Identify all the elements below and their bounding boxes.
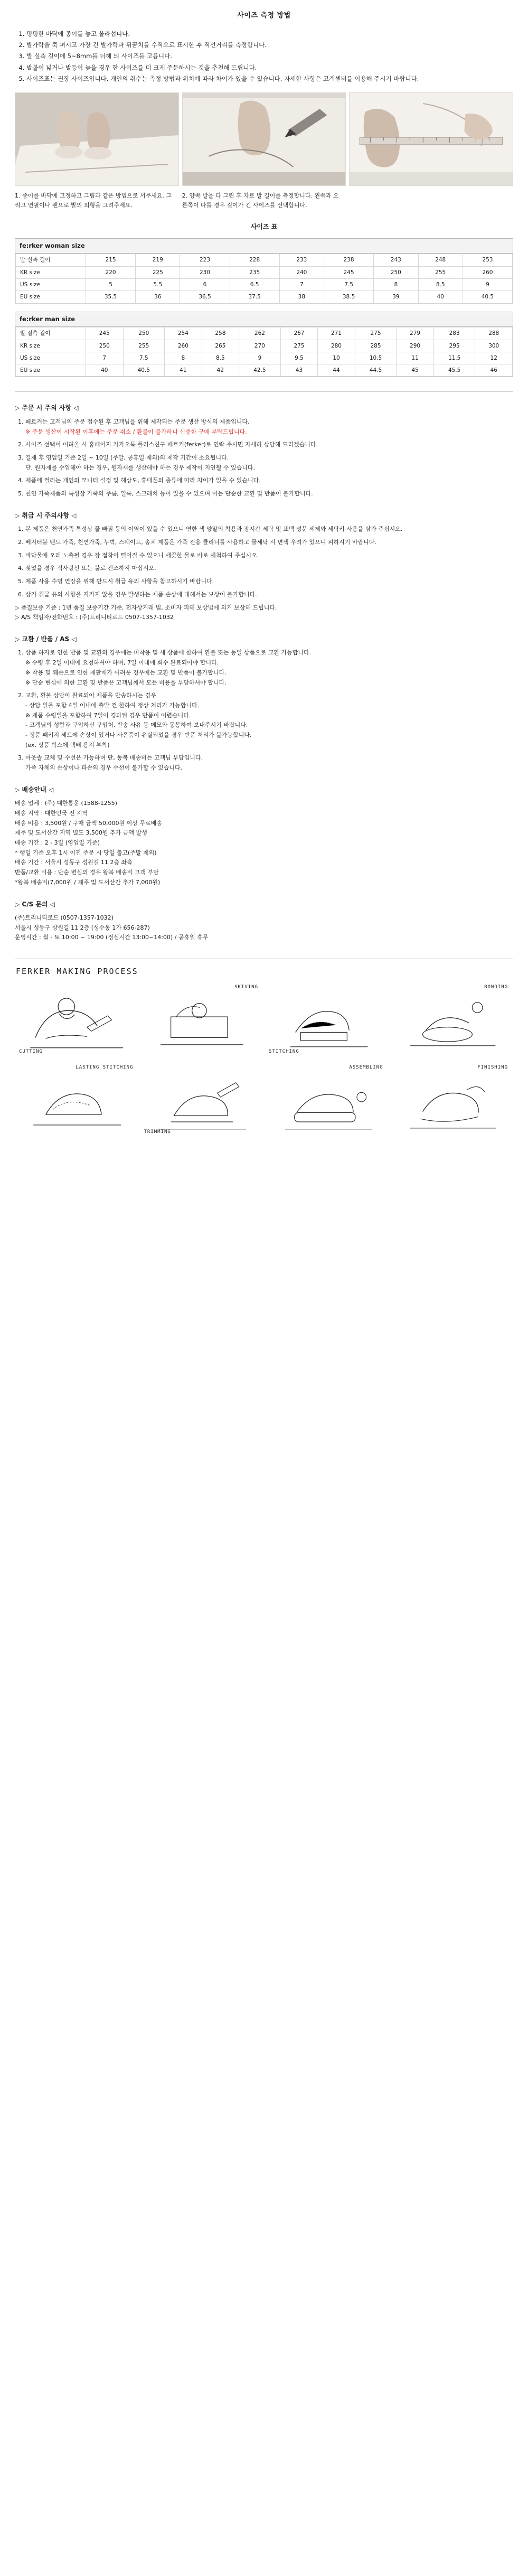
list-item: 3. 발 실측 길이에 5~8mm를 더해 듸 사이즈를 고릅니다. bbox=[26, 51, 513, 61]
table-cell: 240 bbox=[279, 266, 324, 278]
table-cell: 228 bbox=[230, 254, 279, 266]
text-line: * 행일 기준 오후 1시 이전 주문 시 당일 출고(주말 제외) bbox=[15, 849, 157, 856]
table-cell: 40 bbox=[86, 364, 124, 377]
table-cell: 35.5 bbox=[86, 291, 136, 303]
table-cell: 10.5 bbox=[355, 352, 397, 364]
row-label: KR size bbox=[16, 266, 86, 278]
table-cell: 11 bbox=[397, 352, 434, 364]
care-notice-body bbox=[15, 524, 513, 623]
shipping-body bbox=[15, 799, 513, 887]
table-cell: 46 bbox=[475, 364, 513, 377]
table-cell: 38 bbox=[279, 291, 324, 303]
photo-measuring-ruler bbox=[349, 92, 513, 186]
table-cell: 36 bbox=[136, 291, 180, 303]
table-cell: 267 bbox=[280, 327, 318, 340]
measure-steps-list bbox=[15, 29, 513, 84]
list-item: 4. 발볼이 넓거나 발등이 높을 경우 한 사이즈를 더 크게 주문하시는 것을 추천해 드립니다. bbox=[26, 62, 513, 73]
photo-caption-2: 2. 양쪽 발을 다 그린 후 자로 발 길이를 측정합니다. 왼쪽과 오른쪽이 다를 경우 길이가 긴 사이즈를 선택합니다. bbox=[182, 192, 339, 209]
table-cell: 279 bbox=[397, 327, 434, 340]
table-cell: 250 bbox=[86, 340, 124, 352]
text-line: 배송 비용 : 3,500원 / 구매 금액 50,000원 이상 무료배송 bbox=[15, 819, 162, 827]
table-cell: 8.5 bbox=[418, 278, 463, 291]
process-grid bbox=[15, 980, 513, 1139]
table-cell: 258 bbox=[202, 327, 239, 340]
table-cell: 235 bbox=[230, 266, 279, 278]
row-label: KR size bbox=[16, 340, 86, 352]
table-row bbox=[16, 352, 513, 364]
table-cell: 271 bbox=[318, 327, 355, 340]
table-cell: 5.5 bbox=[136, 278, 180, 291]
finishing-illustration bbox=[390, 1060, 514, 1139]
table-cell: 8.5 bbox=[202, 352, 239, 364]
list-item: 3. 아웃솔 교체 및 수선은 가능하며 단, 동복 배송비는 고객님 부담입니다. 가죽 자체의 손상이나 파손의 경우 수선이 불가할 수 있습니다. bbox=[25, 753, 513, 773]
list-item: 2. 베지터블 탠드 가죽, 천연가죽, 누벅, 스웨이드, 송치 제품은 가죽 전용 클리너를 사용하고 물세탁 시 변색 우려가 있으니 피하시기 바랍니다. bbox=[25, 538, 513, 548]
process-label-3: BONDING bbox=[484, 985, 508, 990]
text-line: 배송 기간 : 2 - 3일 (영업일 기준) bbox=[15, 839, 100, 847]
table-cell: 265 bbox=[202, 340, 239, 352]
table-cell: 290 bbox=[397, 340, 434, 352]
row-label: US size bbox=[16, 352, 86, 364]
row-label: EU size bbox=[16, 291, 86, 303]
list-item: 1. 평평한 바닥에 종이를 놓고 올라섭니다. bbox=[26, 29, 513, 39]
table-row bbox=[16, 364, 513, 377]
process-label-2: STITCHING bbox=[269, 1049, 299, 1055]
table-cell: 230 bbox=[180, 266, 230, 278]
table-cell: 285 bbox=[355, 340, 397, 352]
table-cell: 38.5 bbox=[324, 291, 374, 303]
care-notice-heading: ▷ 취급 시 주의사항 ◁ bbox=[15, 511, 77, 519]
page-title: 사이즈 측정 방법 bbox=[237, 12, 291, 20]
text-line: (주)트리니티로드 (0507-1357-1032) bbox=[15, 914, 114, 922]
table-cell: 255 bbox=[123, 340, 165, 352]
table-cell: 8 bbox=[374, 278, 418, 291]
text-line: 반품/교환 비용 : 단순 변심의 경우 왕복 배송비 고객 부담 bbox=[15, 869, 159, 876]
table-cell: 40.5 bbox=[463, 291, 512, 303]
table-cell: 6.5 bbox=[230, 278, 279, 291]
table-cell: 280 bbox=[318, 340, 355, 352]
list-item: 2. 발가락을 쭉 펴시고 가장 긴 발가락과 뒤꿈치를 수직으로 표시한 후 직선거리를 측정합니다. bbox=[26, 40, 513, 50]
table-cell: 245 bbox=[324, 266, 374, 278]
size-table-woman bbox=[15, 238, 513, 304]
list-item: 3. 결제 후 영업일 기준 2일 ~ 10일 (주말, 공휴일 제외)의 제작 기간이 소요됩니다. 단, 원자재를 수입해야 하는 경우, 원자재를 생산해야 하는 경우 제작이 지연될 수 있습니다. bbox=[25, 453, 513, 473]
list-item: 4. 제품에 컬러는 개인의 모니터 설정 및 해상도, 휴대폰의 종류에 따라 차이가 있을 수 있습니다. bbox=[25, 476, 513, 486]
table-cell: 238 bbox=[324, 254, 374, 266]
list-item: 3. 바닥물에 오래 노출될 경우 장 접착이 떨어질 수 있으니 깨끗한 물로 바로 세척하여 주십시오. bbox=[25, 551, 513, 561]
process-cell-skiving bbox=[140, 980, 264, 1059]
table-cell: 8 bbox=[165, 352, 202, 364]
row-label: 발 실측 길이 bbox=[16, 254, 86, 266]
order-notice-body bbox=[15, 417, 513, 499]
table-row bbox=[16, 278, 513, 291]
table-cell: 9 bbox=[239, 352, 281, 364]
tracing-illustration bbox=[183, 93, 346, 185]
table-cell: 275 bbox=[355, 327, 397, 340]
process-label-5: TRIMMING bbox=[144, 1129, 171, 1135]
text-line: 서울시 성동구 상원길 11 2층 (성수동 1가 656-287) bbox=[15, 924, 150, 931]
process-cell-stitching bbox=[265, 980, 389, 1059]
table-cell: 5 bbox=[86, 278, 136, 291]
text-line: 배송 기간 : 서울시 성동구 성원길 11 2층 좌측 bbox=[15, 859, 133, 866]
process-label-7: FINISHING bbox=[477, 1065, 508, 1071]
photo-caption-1: 1. 종이를 바닥에 고정하고 그림과 같은 방법으로 서주세요. 그리고 연필이나 펜으로 발의 외형을 그려주세요. bbox=[15, 192, 172, 209]
table-cell: 37.5 bbox=[230, 291, 279, 303]
exchange-heading: ▷ 교환 / 반품 / AS ◁ bbox=[15, 635, 77, 643]
table-cell: 250 bbox=[123, 327, 165, 340]
table-cell: 39 bbox=[374, 291, 418, 303]
table-cell: 270 bbox=[239, 340, 281, 352]
list-item: 2. 사이즈 선택이 어려울 시 홈페이지 카카오톡 플러스친구 페르커(ferker)로 연락 주시면 자세히 상담해 드리겠습니다. bbox=[25, 440, 513, 450]
process-cell-lasting-stitching bbox=[15, 1060, 139, 1139]
table-cell: 10 bbox=[318, 352, 355, 364]
trimming-illustration bbox=[140, 1060, 264, 1139]
text-line: 배송 지역 : 대한민국 전 지역 bbox=[15, 810, 88, 817]
table-cell: 9 bbox=[463, 278, 512, 291]
list-item: 1. 상품 하자로 인한 반품 및 교환의 경우에는 미착용 및 세 상품에 한하여 환불 또는 동일 상품으로 교환 가능합니다. ※ 수령 후 2일 이내에 요청하셔야 하며, 7일 이내에 회수 완료되어야 합니다. ※ 착용 및 훼손으로 인한 재판매가 어려운 경우에는 교환 및 반품이 불가합니다. ※ 단순 변심에 의한 교환 및 반품은 고객님께서 모든 비용을 부담하셔야 합니다. bbox=[25, 648, 513, 688]
table-row bbox=[16, 340, 513, 352]
photo-feet-on-paper bbox=[15, 92, 179, 186]
table-cell: 243 bbox=[374, 254, 418, 266]
photo-caption-3 bbox=[349, 191, 513, 210]
table-cell: 44 bbox=[318, 364, 355, 377]
table-cell: 45.5 bbox=[433, 364, 475, 377]
care-notice-footer bbox=[15, 603, 513, 623]
text-line: 제주 및 도서산간 지역 별도 3,500원 추가 금액 발생 bbox=[15, 829, 147, 837]
table-cell: 9.5 bbox=[280, 352, 318, 364]
table-cell: 255 bbox=[418, 266, 463, 278]
stitching-illustration bbox=[265, 980, 389, 1059]
table-cell: 12 bbox=[475, 352, 513, 364]
table-cell: 223 bbox=[180, 254, 230, 266]
table-row bbox=[16, 266, 513, 278]
list-item: 5. 천연 가죽제품의 특성상 가죽의 주름, 얼룩, 스크래치 등이 있을 수 있으며 이는 단순한 교환 및 반품이 불가합니다. bbox=[25, 489, 513, 499]
photo-captions bbox=[15, 191, 513, 210]
process-cell-trimming bbox=[140, 1060, 264, 1139]
cs-body bbox=[15, 913, 513, 943]
text-line: ▷ A/S 책임자/전화번호 : (주)트리니티로드 0507-1357-1032 bbox=[15, 614, 174, 621]
process-label-4: LASTING STITCHING bbox=[76, 1065, 134, 1071]
table-cell: 7.5 bbox=[324, 278, 374, 291]
cs-heading: ▷ C/S 문의 ◁ bbox=[15, 900, 55, 908]
size-table-man-name: fe:rker man size bbox=[15, 312, 513, 327]
list-item: 6. 상기 취급 유의 사항을 지키지 않을 경우 발생하는 제품 손상에 대해서는 보상이 불가합니다. bbox=[25, 590, 513, 600]
table-cell: 225 bbox=[136, 266, 180, 278]
table-cell: 40 bbox=[418, 291, 463, 303]
size-table-woman-grid bbox=[15, 254, 513, 303]
order-notice-heading: ▷ 주문 시 주의 사항 ◁ bbox=[15, 404, 79, 412]
ruler-illustration bbox=[350, 93, 513, 185]
process-cell-finishing bbox=[390, 1060, 514, 1139]
table-cell: 44.5 bbox=[355, 364, 397, 377]
table-cell: 6 bbox=[180, 278, 230, 291]
text-line: ▷ 품질보증 기준 : 1년 품질 보증기간 기준, 전자상거래 법, 소비자 피해 보상법에 의거 보상해 드립니다. bbox=[15, 604, 277, 611]
table-row bbox=[16, 254, 513, 266]
table-cell: 245 bbox=[86, 327, 124, 340]
process-label-6: ASSEMBLING bbox=[349, 1065, 383, 1071]
table-cell: 260 bbox=[463, 266, 512, 278]
table-cell: 45 bbox=[397, 364, 434, 377]
lasting-stitching-illustration bbox=[15, 1060, 139, 1139]
list-item: 1. 페르커는 고객님의 주문 접수된 후 고객님을 위해 제작되는 주문 생산 방식의 제품입니다. ※ 주문 생산이 시작된 이후에는 주문 취소 / 환불이 불가하니 신중한 구매 부탁드립니다. bbox=[25, 417, 513, 437]
table-cell: 40.5 bbox=[123, 364, 165, 377]
list-item: 5. 사이즈표는 권장 사이즈입니다. 개인의 취수는 측정 방법과 위치에 따라 차이가 있을 수 있습니다. 자세한 사항은 고객센터를 이용해 주시기 바랍니다. bbox=[26, 73, 513, 84]
size-table-man-grid bbox=[15, 327, 513, 377]
exchange-body bbox=[15, 648, 513, 773]
row-label: EU size bbox=[16, 364, 86, 377]
table-row bbox=[16, 327, 513, 340]
table-row bbox=[16, 291, 513, 303]
list-item: 4. 젖었을 경우 직사광선 또는 불로 건조하지 마십시오. bbox=[25, 564, 513, 574]
table-cell: 11.5 bbox=[433, 352, 475, 364]
table-cell: 260 bbox=[165, 340, 202, 352]
table-cell: 42.5 bbox=[239, 364, 281, 377]
table-cell: 219 bbox=[136, 254, 180, 266]
process-title: FERKER MAKING PROCESS bbox=[16, 967, 138, 977]
table-cell: 288 bbox=[475, 327, 513, 340]
cutting-illustration bbox=[15, 980, 139, 1059]
table-cell: 248 bbox=[418, 254, 463, 266]
table-cell: 7 bbox=[279, 278, 324, 291]
process-label-0: CUTTING bbox=[19, 1049, 43, 1055]
table-cell: 250 bbox=[374, 266, 418, 278]
size-table-woman-name: fe:rker woman size bbox=[15, 239, 513, 254]
measure-photo-row bbox=[15, 92, 513, 186]
list-item: 5. 제품 사용 수명 연장을 위해 반드시 취급 유의 사항을 참고하시기 바랍니다. bbox=[25, 577, 513, 587]
table-cell: 7.5 bbox=[123, 352, 165, 364]
table-cell: 295 bbox=[433, 340, 475, 352]
table-cell: 220 bbox=[86, 266, 136, 278]
process-label-1: SKIVING bbox=[234, 985, 258, 990]
table-cell: 254 bbox=[165, 327, 202, 340]
table-cell: 275 bbox=[280, 340, 318, 352]
text-line: 배송 업체 : (주) 대한통운 (1588-1255) bbox=[15, 800, 117, 807]
table-cell: 7 bbox=[86, 352, 124, 364]
table-cell: 41 bbox=[165, 364, 202, 377]
product-detail-page bbox=[0, 0, 528, 1145]
text-line: *왕복 배송비(7,000원 / 제주 및 도서산간 추가 7,000원) bbox=[15, 878, 161, 886]
feet-illustration bbox=[15, 93, 178, 185]
skiving-illustration bbox=[140, 980, 264, 1059]
text-line: 운영시간 : 월 - 토 10:00 ~ 19:00 (정심시간 13:00~14:00) / 공휴일 휴무 bbox=[15, 934, 209, 941]
assembling-illustration bbox=[265, 1060, 389, 1139]
row-label: 발 실측 길이 bbox=[16, 327, 86, 340]
photo-tracing-foot bbox=[182, 92, 346, 186]
list-item: 1. 본 제품은 천연가죽 특성상 물 빠짐 등의 이염이 있을 수 있으니 연한 색 양말의 착용과 장시간 세탁 및 표백 성분 세제와 세탁키 사용을 삼가 주십시오. bbox=[25, 524, 513, 535]
shipping-heading: ▷ 배송안내 ◁ bbox=[15, 785, 54, 793]
table-cell: 300 bbox=[475, 340, 513, 352]
table-cell: 262 bbox=[239, 327, 281, 340]
row-label: US size bbox=[16, 278, 86, 291]
making-process-section bbox=[15, 959, 513, 1139]
list-item: 2. 교환, 환불 상담이 완료되어 제품을 반송하시는 경우 - 상담 일을 포함 4일 이내에 출발 건 한하여 정상 처리가 가능합니다. ※ 제품 수령일을 포함하여 7일이 경과된 경우 반품이 어렵습니다. - 고객님의 성함과 구입하신 구입처, 반송 사유 등 메모와 동봉하여 보내주시기 바랍니다. - 정품 패키지 세트에 손상이 있거나 사은품이 유실되었을 경우 반품 처리가 불가능합니다. (ex. 상품 박스에 택배 용지 부착) bbox=[25, 691, 513, 750]
process-cell-cutting bbox=[15, 980, 139, 1059]
table-cell: 253 bbox=[463, 254, 512, 266]
process-cell-assembling bbox=[265, 1060, 389, 1139]
size-chart-title: 사이즈 표 bbox=[250, 223, 278, 231]
size-table-man bbox=[15, 312, 513, 378]
table-cell: 36.5 bbox=[180, 291, 230, 303]
table-cell: 283 bbox=[433, 327, 475, 340]
table-cell: 215 bbox=[86, 254, 136, 266]
table-cell: 42 bbox=[202, 364, 239, 377]
table-cell: 43 bbox=[280, 364, 318, 377]
bonding-illustration bbox=[390, 980, 514, 1059]
process-cell-bonding bbox=[390, 980, 514, 1059]
table-cell: 233 bbox=[279, 254, 324, 266]
